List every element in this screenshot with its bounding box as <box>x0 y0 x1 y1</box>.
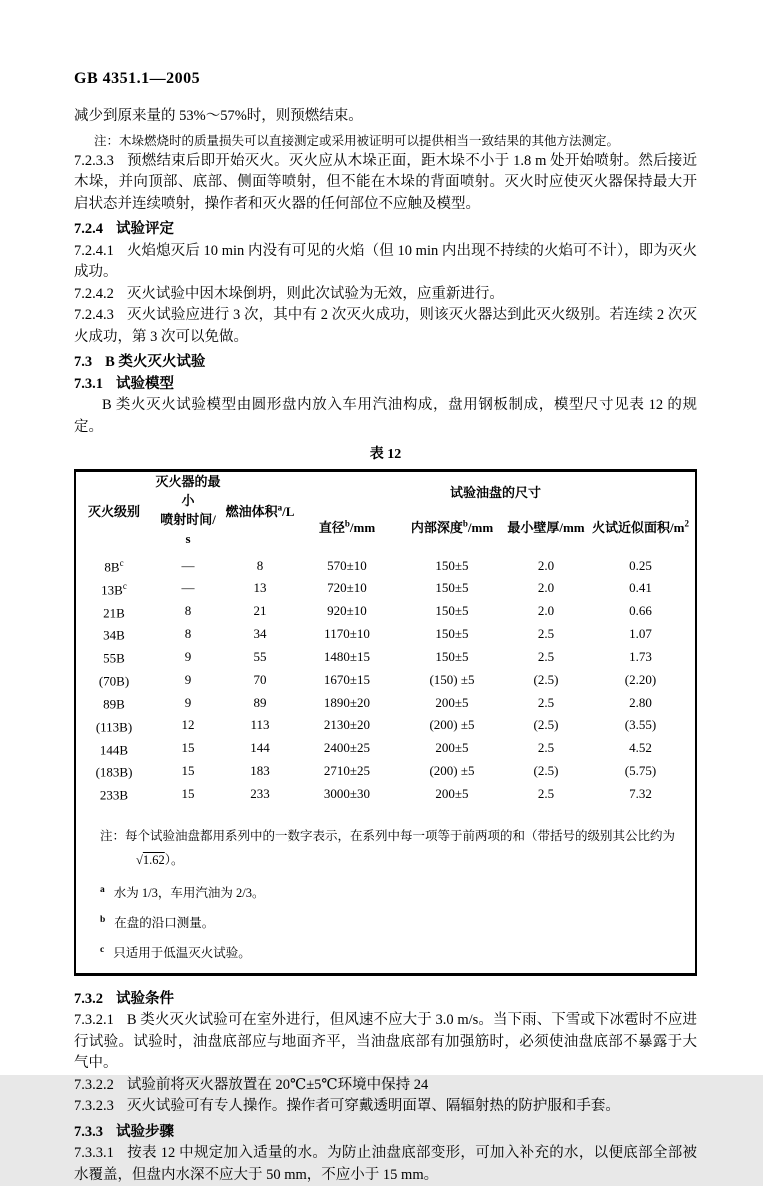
cell-discharge-time: 8 <box>184 626 192 642</box>
footnote-marker: b <box>344 518 350 529</box>
cell-fire-area: 1.07 <box>629 626 652 642</box>
cell-wall-thickness: 2.0 <box>537 557 555 573</box>
section-number: 7.2.4 <box>74 221 103 237</box>
col-header-fuel-volume <box>224 472 296 548</box>
cell-depth: 200±5 <box>435 694 469 710</box>
cell-diameter: 2130±20 <box>323 717 371 733</box>
cell-wall-thickness: (2.5) <box>533 717 559 733</box>
cell-wall-thickness: (2.5) <box>533 671 559 687</box>
table-note-line2 <box>136 850 683 870</box>
table-row <box>76 759 695 782</box>
col-header-text: /mm <box>467 520 494 536</box>
para-7-2-3-3 <box>74 151 697 216</box>
heading-7-3-2 <box>74 989 697 1011</box>
col-header-text: 火试近似面积/m <box>592 520 685 536</box>
section-title: 试验模型 <box>116 375 174 392</box>
cell-fire-area: (3.55) <box>624 717 657 733</box>
footnote-marker: a <box>277 502 283 513</box>
cell-fire-area: (2.20) <box>624 671 657 687</box>
table-row <box>76 622 695 645</box>
heading-7-3-1 <box>74 374 697 396</box>
section-text: 试验前将灭火器放置在 20℃±5℃环境中保持 24 <box>126 1076 429 1093</box>
table-row <box>76 737 695 760</box>
section-text: 灭火试验可有专人操作。操作者可穿戴透明面罩、隔辐射热的防护服和手套。 <box>126 1098 620 1115</box>
note-close: ）。 <box>164 853 184 868</box>
heading-7-3-3 <box>74 1122 697 1144</box>
cell-fire-area: 0.41 <box>629 580 652 596</box>
cell-diameter: 1480±15 <box>323 648 371 664</box>
col-header-text: 直径 <box>318 520 345 536</box>
cell-wall-thickness: (2.5) <box>533 763 559 779</box>
col-header-text: 内部深度 <box>410 520 463 536</box>
section-title: 试验条件 <box>116 990 174 1007</box>
table-body <box>76 548 695 812</box>
cell-wall-thickness: 2.5 <box>537 785 555 801</box>
cell-fire-area: 1.73 <box>629 648 652 664</box>
cell-fuel-volume: 233 <box>250 785 270 801</box>
col-header-class-level: 灭火级别 <box>87 503 140 519</box>
cell-diameter: 1170±10 <box>324 626 370 642</box>
cell-depth: (200) ±5 <box>429 763 475 779</box>
col-header-line: 喷射时间/ <box>160 512 216 527</box>
cell-discharge-time: — <box>181 557 195 573</box>
section-number: 7.3.2 <box>74 990 103 1007</box>
cell-class-level: (113B) <box>95 719 133 735</box>
cell-depth: 150±5 <box>435 648 469 664</box>
cell-fuel-volume: 70 <box>253 671 267 687</box>
cell-depth: 150±5 <box>435 557 469 573</box>
col-header-text: /mm <box>349 520 376 536</box>
heading-7-2-4 <box>74 219 697 241</box>
radical-sign: √ <box>136 853 143 868</box>
cell-discharge-time: 8 <box>184 603 192 619</box>
section-number: 7.3.1 <box>74 375 103 392</box>
doc-code: GB 4351.1—2005 <box>74 70 201 87</box>
cell-class-level: 89B <box>103 696 125 712</box>
para-7-3-1-body: B 类火灭火试验模型由圆形盘内放入车用汽油构成，盘用钢板制成，模型尺寸见表 12 的规定。 <box>74 397 697 435</box>
cell-discharge-time: 9 <box>184 648 192 664</box>
table-row <box>76 714 695 737</box>
cell-discharge-time: 15 <box>181 785 195 801</box>
col-header-fire-area <box>586 505 695 548</box>
section-number: 7.3.2.2 <box>74 1076 114 1093</box>
exponent: 2 <box>684 518 689 529</box>
cell-diameter: 920±10 <box>327 603 367 619</box>
section-number: 7.3.2.3 <box>74 1098 114 1115</box>
section-text: B 类火灭火试验可在室外进行，但风速不应大于 3.0 m/s。当下雨、下雪或下冰雹时不应进行试验。试验时，油盘底部应与地面齐平，当油盘底部有加强筋时，必须使油盘底部不暴露于大气中。 <box>74 1012 697 1072</box>
cell-wall-thickness: 2.5 <box>537 694 555 710</box>
section-number: 7.2.4.3 <box>74 307 114 323</box>
cell-fire-area: 4.52 <box>629 740 652 756</box>
cell-diameter: 570±10 <box>327 557 367 573</box>
cell-diameter: 3000±30 <box>323 785 371 801</box>
table-footnotes <box>100 880 683 963</box>
section-number: 7.3.2.1 <box>74 1012 114 1029</box>
section-text: 火焰熄灭后 10 min 内没有可见的火焰（但 10 min 内出现不持续的火焰可不计），即为灭火成功。 <box>74 242 697 280</box>
cell-fuel-volume: 34 <box>253 626 267 642</box>
cell-diameter: 2400±25 <box>323 740 371 756</box>
cell-discharge-time: 9 <box>184 671 192 687</box>
cell-fire-area: 0.66 <box>629 603 652 619</box>
cell-fuel-volume: 183 <box>250 763 270 779</box>
section-title: 试验步骤 <box>116 1123 174 1140</box>
section-text: 灭火试验中因木垛倒坍，则此次试验为无效，应重新进行。 <box>126 285 504 302</box>
col-header-text: 燃油体积 <box>225 503 278 519</box>
section-number: 7.3.3.1 <box>74 1145 114 1162</box>
cell-diameter: 1670±15 <box>323 671 371 687</box>
cell-fuel-volume: 89 <box>253 694 267 710</box>
note-intro: 注：木垛燃烧时的质量损失可以直接测定或采用被证明可以提供相当一致结果的其他方法测定。 <box>94 133 620 148</box>
cell-class-level: $8B^c$ <box>104 558 124 575</box>
cell-class-level: (70B) <box>98 673 130 689</box>
col-header-line: 灭火器的最小 <box>155 474 221 508</box>
table-footnote: $^b$ 在盘的沿口测量。 <box>100 915 215 931</box>
section-text: 预燃结束后即开始灭火。灭火应从木垛正面，距木垛不小于 1.8 m 处开始喷射。然后接近木垛，并向顶部、底部、侧面等喷射，但不能在木垛的背面喷射。灭火时应使灭火器保持最大开启状态并连续喷射，操作者和灭火器的任何部位不应触及模型。 <box>74 152 697 212</box>
cell-depth: 150±5 <box>435 626 469 642</box>
col-header-discharge-time <box>152 472 224 548</box>
table-footnote: $^c$ 只适用于低温灭火试验。 <box>100 945 251 961</box>
para-7-3-2-1 <box>74 1010 697 1075</box>
section-number: 7.3.3 <box>74 1123 103 1140</box>
cell-diameter: 2710±25 <box>323 763 371 779</box>
cell-fire-area: 7.32 <box>629 785 652 801</box>
para-7-2-4-1 <box>74 241 697 284</box>
table-row <box>76 782 695 812</box>
cell-wall-thickness: 2.0 <box>537 580 555 596</box>
cell-fire-area: (5.75) <box>624 763 657 779</box>
table-footnote: $^a$ 水为 1/3，车用汽油为 2/3。 <box>100 885 265 901</box>
col-header-depth <box>398 505 506 548</box>
table-caption: 表 12 <box>369 447 402 462</box>
table-row <box>76 577 695 600</box>
table-12 <box>74 469 697 976</box>
cell-discharge-time: 15 <box>181 763 195 779</box>
cell-depth: 200±5 <box>435 740 469 756</box>
section-text: 按表 12 中规定加入适量的水。为防止油盘底部变形，可加入补充的水，以便底部全部被水覆盖，但盘内水深不应大于 50 mm，不应小于 15 mm。 <box>74 1145 697 1183</box>
footnote-marker: b <box>462 518 468 529</box>
cell-fire-area: 2.80 <box>629 694 652 710</box>
cell-wall-thickness: 2.5 <box>537 626 555 642</box>
cell-fuel-volume: 8 <box>256 557 264 573</box>
cell-class-level: 21B <box>103 604 125 620</box>
table-row <box>76 668 695 691</box>
cell-fuel-volume: 13 <box>253 580 267 596</box>
col-header-diameter <box>296 505 398 548</box>
cell-depth: (150) ±5 <box>429 671 475 687</box>
cell-class-level: $13B^c$ <box>101 580 127 598</box>
cell-depth: (200) ±5 <box>429 717 475 733</box>
cell-wall-thickness: 2.5 <box>537 740 555 756</box>
para-7-3-2-3 <box>74 1096 697 1118</box>
radicand: 1.62 <box>142 853 165 868</box>
cell-depth: 200±5 <box>435 785 469 801</box>
section-number: 7.2.4.2 <box>74 285 114 302</box>
cell-discharge-time: — <box>181 580 195 596</box>
col-header-text: /L <box>282 503 295 519</box>
para-7-2-4-3 <box>74 305 697 348</box>
heading-7-3 <box>74 352 697 374</box>
cell-discharge-time: 15 <box>181 740 195 756</box>
cell-fuel-volume: 113 <box>250 717 270 733</box>
para-7-3-3-1 <box>74 1143 697 1186</box>
section-number: 7.3 <box>74 354 93 370</box>
cell-discharge-time: 9 <box>184 694 192 710</box>
section-number: 7.2.4.1 <box>74 242 114 259</box>
table-row <box>76 645 695 668</box>
para-7-3-2-2 <box>74 1075 697 1097</box>
cell-class-level: 55B <box>103 650 125 666</box>
section-number: 7.2.3.3 <box>74 152 114 169</box>
para-7-2-4-2 <box>74 284 697 306</box>
cell-depth: 150±5 <box>435 580 469 596</box>
cell-fuel-volume: 144 <box>250 740 270 756</box>
cell-class-level: 34B <box>103 627 125 643</box>
cell-discharge-time: 12 <box>181 717 195 733</box>
col-header-wall-thickness: 最小壁厚/mm <box>507 520 585 536</box>
cell-wall-thickness: 2.5 <box>537 648 555 664</box>
table-row <box>76 600 695 623</box>
section-text: 灭火试验应进行 3 次，其中有 2 次灭火成功，则该灭火器达到此灭火级别。若连续 2 次灭火成功，第 3 次可以免做。 <box>74 307 697 345</box>
table-row <box>76 691 695 714</box>
cell-fuel-volume: 55 <box>253 648 267 664</box>
table-row <box>76 548 695 577</box>
cell-class-level: 233B <box>99 787 129 803</box>
cell-class-level: 144B <box>99 741 129 757</box>
cell-class-level: (183B) <box>95 764 133 780</box>
col-header-pan-dimensions-group: 试验油盘的尺寸 <box>450 485 542 501</box>
para-intro: 减少到原来量的 53%～57%时，则预燃结束。 <box>74 108 363 124</box>
cell-wall-thickness: 2.0 <box>537 603 555 619</box>
cell-fuel-volume: 21 <box>253 603 267 619</box>
col-header-line: s <box>185 531 191 546</box>
section-title: B 类火灭火试验 <box>105 354 206 370</box>
cell-fire-area: 0.25 <box>629 557 652 573</box>
section-title: 试验评定 <box>116 221 174 237</box>
cell-depth: 150±5 <box>435 603 469 619</box>
cell-diameter: 720±10 <box>327 580 367 596</box>
table-notes <box>76 812 695 972</box>
cell-diameter: 1890±20 <box>323 694 371 710</box>
table-note-line1: 注：每个试验油盘都用系列中的一数字表示，在系列中每一项等于前两项的和（带括号的级别其公比约为 <box>100 829 676 844</box>
